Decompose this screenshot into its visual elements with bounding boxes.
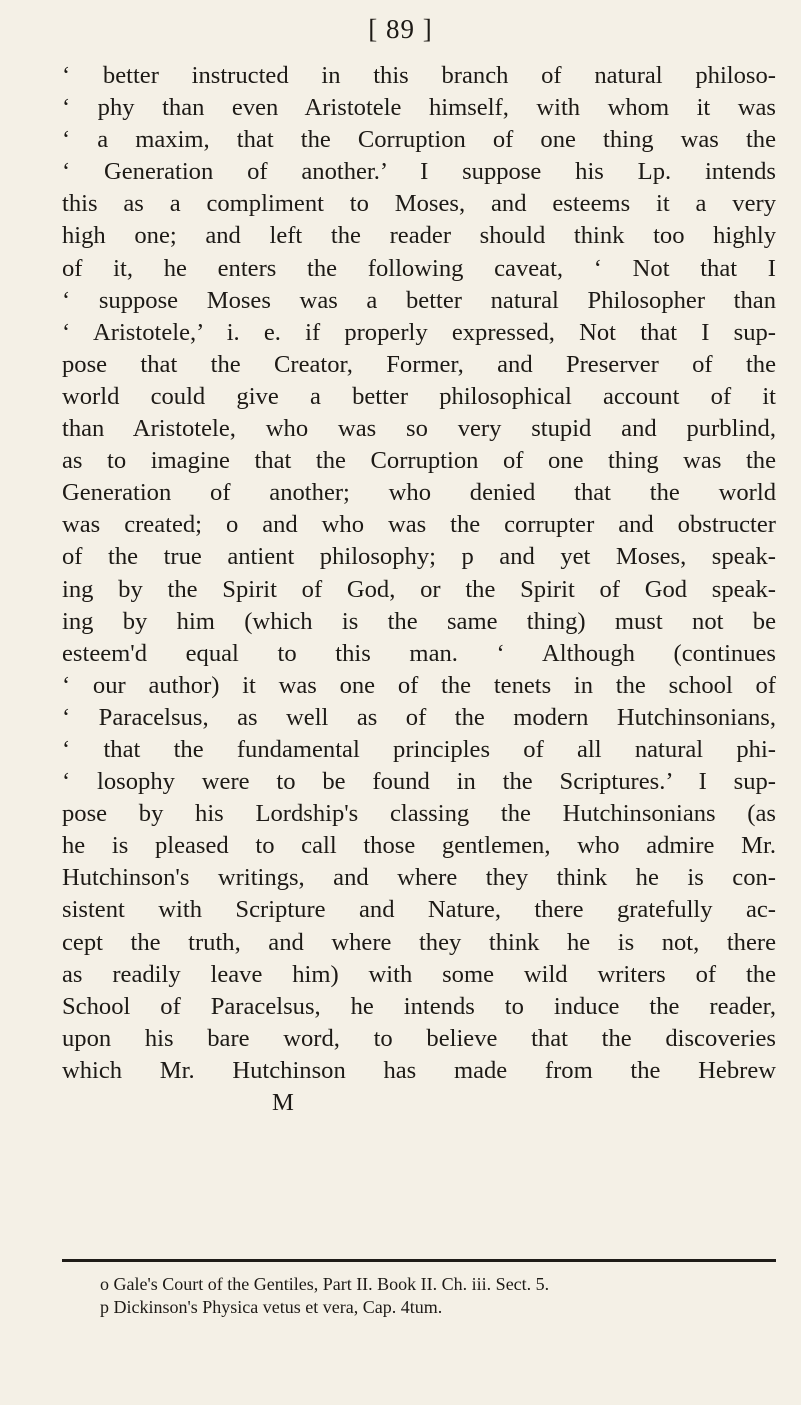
text-line: as readily leave him) with some wild writers of the xyxy=(62,960,776,988)
text-line: upon his bare word, to believe that the discoveries xyxy=(62,1024,776,1052)
text-line: ‘ phy than even Aristotele himself, with whom it was xyxy=(62,94,776,122)
text-line: ‘ a maxim, that the Corruption of one thing was the xyxy=(62,126,776,154)
text-line: School of Paracelsus, he intends to induce the reader, xyxy=(62,992,776,1020)
text-line: esteem'd equal to this man. ‘ Although (continues xyxy=(62,639,776,667)
text-line: ‘ Generation of another.’ I suppose his Lp. intends xyxy=(62,158,776,186)
text-line: ing by him (which is the same thing) must not be xyxy=(62,607,776,635)
text-line: ‘ our author) it was one of the tenets in the school of xyxy=(62,671,776,699)
text-line: ‘ Paracelsus, as well as of the modern Hutchinsonians, xyxy=(62,703,776,731)
text-line: of it, he enters the following caveat, ‘ Not that I xyxy=(62,254,776,282)
text-line: than Aristotele, who was so very stupid and purblind, xyxy=(62,415,776,443)
text-line: cept the truth, and where they think he is not, there xyxy=(62,928,776,956)
footnote-divider xyxy=(62,1259,776,1262)
text-line: world could give a better philosophical account of it xyxy=(62,382,776,410)
text-line: he is pleased to call those gentlemen, who admire Mr. xyxy=(62,832,776,860)
text-line: Hutchinson's writings, and where they think he is con- xyxy=(62,864,776,892)
text-line: high one; and left the reader should think too highly xyxy=(62,222,776,250)
text-line: ing by the Spirit of God, or the Spirit of God speak- xyxy=(62,575,776,603)
text-line: ‘ that the fundamental principles of all natural phi- xyxy=(62,735,776,763)
footnote-p: p Dickinson's Physica vetus et vera, Cap. 4tum. xyxy=(100,1297,443,1317)
signature-mark: M xyxy=(272,1089,294,1116)
text-line: Generation of another; who denied that the world xyxy=(62,479,776,507)
text-line: ‘ losophy were to be found in the Scriptures.’ I sup- xyxy=(62,768,776,796)
footnote-o: o Gale's Court of the Gentiles, Part II. Book II. Ch. iii. Sect. 5. xyxy=(100,1274,550,1294)
body-text xyxy=(62,60,776,1119)
text-line: of the true antient philosophy; p and yet Moses, speak- xyxy=(62,543,776,571)
text-line: as to imagine that the Corruption of one thing was the xyxy=(62,447,776,475)
text-line: this as a compliment to Moses, and esteems it a very xyxy=(62,190,776,218)
text-line: pose by his Lordship's classing the Hutchinsonians (as xyxy=(62,800,776,828)
text-line: pose that the Creator, Former, and Preserver of the xyxy=(62,350,776,378)
text-line: ‘ Aristotele,’ i. e. if properly expressed, Not that I sup- xyxy=(62,318,776,346)
footnotes xyxy=(100,1273,776,1319)
text-line: ‘ suppose Moses was a better natural Philosopher than xyxy=(62,286,776,314)
text-line: was created; o and who was the corrupter and obstructer xyxy=(62,511,776,539)
text-line: ‘ better instructed in this branch of natural philoso- xyxy=(62,62,776,89)
page-number: [ 89 ] xyxy=(368,14,433,44)
text-line: sistent with Scripture and Nature, there gratefully ac- xyxy=(62,896,776,924)
text-line: which Mr. Hutchinson has made from the Hebrew xyxy=(62,1056,776,1084)
